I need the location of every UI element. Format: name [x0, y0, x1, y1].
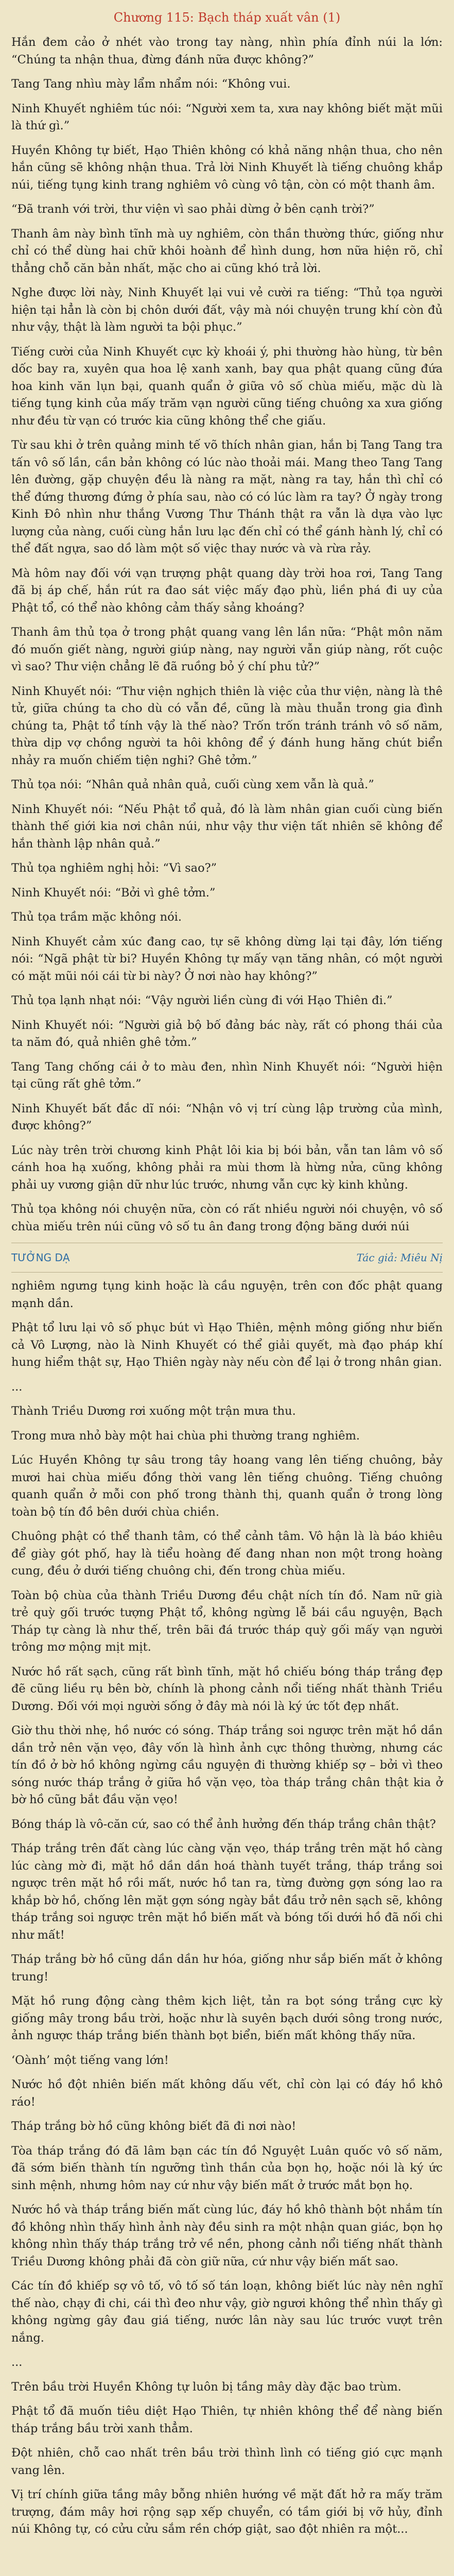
paragraph: Tháp trắng trên đất càng lúc càng vặn vẹo, tháp trắng trên mặt hồ càng lúc càng mờ đi, mặt hồ dần dần hoá thành tuyết trắng, tháp trắng soi ngược trên mặt hồ rồi mất, nước hồ tan ra, từng đường gợn sóng lao ra khắp bờ hồ, chống lên mặt gợn sóng ngày bắt đầu trở nên sạch sẽ, không tháp trắng soi ngược trên mặt hồ biến mất và bóng tối dưới hồ đã nối chi như mất!: [11, 1842, 443, 1942]
paragraph: Thành Triều Dương rơi xuống một trận mưa thu.: [11, 1404, 296, 1418]
paragraph: Thủ tọa nói: “Nhân quả nhân quả, cuối cùng xem vẫn là quả.”: [11, 778, 374, 791]
paragraph: Phật tổ lưu lại vô số phục bút vì Hạo Thiên, mệnh mông giống như biến cả Vô Lượng, nào là Ninh Khuyết có thể giải quyết, mà đạo pháp khí hung hiểm thật sự, Hạo Thiên ngày này nếu còn để lại ở trong nhân gian.: [11, 1321, 443, 1369]
paragraph: Giờ thu thời nhẹ, hồ nước có sóng. Tháp trắng soi ngược trên mặt hồ dần dần trở nên vặn vẹo, đây vốn là hình ảnh cực thông thường, nhưng các tín đồ ở bờ hồ không ngừng cầu nguyện đi thường khiếp sợ – bởi vì theo sóng nước tháp trắng ở giữa hồ vặn vẹo, tòa tháp trắng chân thật kia ở bờ hồ cũng bắt đầu vặn vẹo!: [11, 1724, 443, 1806]
paragraph: Chuông phật có thể thanh tâm, có thể cảnh tâm. Vô hận là là báo khiêu để giày gót phố, hay là tiểu hoàng đế đang nhan non một trong hoàng cung, đều ở dưới tiếng chuông chi, đến trong chùa miếu.: [11, 1530, 443, 1578]
paragraph: Ninh Khuyết nói: “Bởi vì ghê tởm.”: [11, 886, 216, 900]
page-footer-space: [11, 2546, 443, 2553]
author-info: [357, 1251, 443, 1264]
book-title[interactable]: TƯỞNG DẠ: [11, 1251, 70, 1264]
paragraph: Trên bầu trời Huyền Không tự luôn bị tầng mây dày đặc bao trùm.: [11, 2380, 401, 2394]
paragraph: Nước hồ đột nhiên biến mất không dấu vết, chỉ còn lại có đáy hồ khô ráo!: [11, 2078, 443, 2109]
paragraph: Ninh Khuyết nói: “Người giả bộ bố đảng bác này, rất có phong thái của ta năm đó, quả nhiên ghê tởm.”: [11, 1018, 443, 1049]
paragraph: Thanh âm này bình tĩnh mà uy nghiêm, còn thần thường thức, giống như chỉ có thể dùng hai chữ khôi hoành để hình dung, hơn nữa hiện rõ, chỉ thẳng chỗ căn bản nhất, mặc cho ai cũng khó trả lời.: [11, 227, 443, 275]
paragraph: Nước hồ và tháp trắng biến mất cùng lúc, đáy hồ khô thành bột nhắm tín đồ không nhìn thấy hình ảnh này đều sinh ra một nhận quan giác, bọn họ không nhìn thấy tháp trắng trở về nền, phong cảnh nổi tiếng nhất thành Triều Dương không phải đã còn giữ nữa, cứ như vậy biến mất sao.: [11, 2203, 443, 2268]
paragraph: Mặt hồ rung động càng thêm kịch liệt, tản ra bọt sóng trắng cực kỳ giống mây trong bầu trời, hoặc như là suyên bạch dưới sông trong nước, ảnh ngược tháp trắng biến thành bọt biển, biến mất không thấy nữa.: [11, 1994, 443, 2042]
book-meta-bar: [11, 1248, 443, 1267]
paragraph: Thủ tọa không nói chuyện nữa, còn có rất nhiều người nói chuyện, vô số chùa miếu trên núi cũng vô số tu ân đang trong động băng dưới núi: [11, 1202, 443, 1233]
author-label: Tác giả:: [356, 1251, 397, 1264]
paragraph: Phật tổ đã muốn tiêu diệt Hạo Thiên, tự nhiên không thể để nàng biến tháp trắng bầu trời xanh thẳm.: [11, 2404, 443, 2435]
paragraph: Tòa tháp trắng đó đã lâm bạn các tín đồ Nguyệt Luân quốc vô số năm, đã sớm biến thành tín ngưỡng tình thần của bọn họ, hoặc nói là ký ức sinh mệnh, nhưng hôm nay cứ như vậy biến mất ở trước mắt bọn họ.: [11, 2144, 443, 2192]
paragraph: Toàn bộ chùa của thành Triều Dương đều chật ních tín đồ. Nam nữ già trẻ quỳ gối trước tượng Phật tổ, không ngừng lễ bái cầu nguyện, Bạch Tháp tự càng là như thế, trên bãi đá trước tháp quỳ gối mấy vạn người trông mơ mộng mịt mịt.: [11, 1588, 443, 1654]
paragraph: Từ sau khi ở trên quảng minh tế võ thích nhân gian, hắn bị Tang Tang tra tấn vô số lần, cần bản không có lúc nào thoải mái. Mang theo Tang Tang lên đường, gặp chuyện đều là nàng ra mặt, nàng ra tay, hắn thì chỉ có thể đứng thương đứng ở phía sau, nào có có lúc làm ra tay? Ở ngày trong Kinh Đô nhìn như thắng Vương Thư Thánh thật ra vẫn là dựa vào lực lượng của nàng, cuối cùng hắn lưu lạc đến chỉ có thể gánh hành lý, chỉ có thể đất ngựa, sao dồ làm một số việc thay nước và và rừa rảy.: [11, 438, 443, 555]
paragraph: Ninh Khuyết nghiêm túc nói: “Người xem ta, xưa nay không biết mặt mũi là thứ gì.”: [11, 101, 443, 132]
paragraph: Tháp trắng bờ hồ cũng không biết đã đi nơi nào!: [11, 2120, 296, 2133]
paragraph: Nước hồ rất sạch, cũng rất bình tĩnh, mặt hồ chiếu bóng tháp trắng đẹp đẽ cũng liều rụ bên bờ, chính là phong cảnh nổi tiếng nhất thành Triều Dương. Đối với mọi người sống ở đây mà nói là ký ức tốt đẹp nhất.: [11, 1665, 443, 1713]
paragraph: ...: [11, 2355, 23, 2369]
paragraph: Vị trí chính giữa tầng mây bỗng nhiên hướng về mặt đất hở ra mấy trăm trượng, đám mây hơi rộng sạp xếp chuyển, có tầm giới bị vỡ hủy, đỉnh núi Không tự, có cửu cửu sắm rền chớp giật, sao đột nhiên ra một...: [11, 2488, 443, 2536]
paragraph: Ninh Khuyết nói: “Nếu Phật tổ quả, đó là làm nhân gian cuối cùng biến thành thế giới kia nơi chân núi, như vậy thư viện tất nhiên sẽ không để hắn thành lập nhân quả.”: [11, 802, 443, 851]
paragraph: Các tín đồ khiếp sợ vô tố, vô tố số tán loạn, không biết lúc này nên nghĩ thế nào, chạy đi chi, cái thì đeo như vậy, giờ ngươi không thể nhìn thấy gì không ngừng gây đau giá tiếng, nước lân này sau lúc trước vượt trên nắng.: [11, 2279, 443, 2345]
paragraph: Tháp trắng bờ hồ cũng dần dần hư hóa, giống như sắp biến mất ở không trung!: [11, 1953, 443, 1984]
paragraph: Lúc này trên trời chương kinh Phật lôi kia bị bói bản, vẫn tan lâm vô số cánh hoa hạ xuống, không phải ra mùi thơm là hừng nửa, cũng không phải uy vương giận dữ như lúc trước, nhưng vẫn cực kỳ kinh khủng.: [11, 1143, 443, 1192]
paragraph: Tang Tang chống cái ở to màu đen, nhìn Ninh Khuyết nói: “Người hiện tại cũng rất ghê tởm.”: [11, 1060, 443, 1091]
paragraph: Đột nhiên, chỗ cao nhất trên bầu trời thình lình có tiếng gió cực mạnh vang lên.: [11, 2446, 443, 2477]
paragraph: Thủ tọa nghiêm nghị hỏi: “Vì sao?”: [11, 861, 217, 875]
paragraph: Ninh Khuyết bất đắc dĩ nói: “Nhận vô vị trí cùng lập trường của mình, được không?”: [11, 1101, 443, 1132]
paragraph: “Đã tranh với trời, thư viện vì sao phải dừng ở bên cạnh trời?”: [11, 202, 375, 216]
paragraph: Ninh Khuyết cảm xúc đang cao, tự sẽ không dừng lại tại đây, lớn tiếng nói: “Ngã phật từ bi? Huyền Không tự mấy vạn tăng nhân, có một người có mặt mũi nói cái từ bi này? Ở nơi nào hay không?”: [11, 935, 443, 983]
paragraph: Lúc Huyền Không tự sâu trong tây hoang vang lên tiếng chuông, bảy mươi hai chùa miếu đồng thời vang lên tiếng chuông. Tiếng chuông quanh quẩn ở mỗi con phố trong thành thị, quanh quẩn ở trong lòng toàn bộ tín đồ bên dưới chùa chiền.: [11, 1453, 443, 1519]
paragraph: ...: [11, 1380, 23, 1394]
paragraph: Hắn đem cảo ở nhét vào trong tay nàng, nhìn phía đỉnh núi la lớn: “Chúng ta nhận thua, đừng đánh nữa được không?”: [11, 36, 443, 66]
paragraph: Huyền Không tự biết, Hạo Thiên không có khả năng nhận thua, cho nên hắn cũng sẽ không nhận thua. Trả lời Ninh Khuyết là tiếng chuông khắp núi, tiếng tụng kinh trang nghiêm vô cùng vô tận, còn có một thanh âm.: [11, 143, 443, 192]
paragraph: Tiếng cười của Ninh Khuyết cực kỳ khoái ý, phi thường hào hùng, từ bên dốc bay ra, xuyên qua hoa lệ xanh xanh, bay qua phật quang cũng đứa hoa kinh văn lụn bại, quanh quẩn ở giữa vô số chùa miếu, mặc dù là tiếng tụng kinh của mấy trăm vạn người cũng tiếng chuông xa xưa giống như đều từ vạn có trước kia cũng không thể che giấu.: [11, 345, 443, 428]
chapter-title: Chương 115: Bạch tháp xuất vân (1): [113, 10, 341, 25]
chapter-content-part1: [11, 34, 443, 1235]
paragraph: Ninh Khuyết nói: “Thư viện nghịch thiên là việc của thư viện, nàng là thê tử, giữa chúng ta cho dù có vẫn đề, cũng là màu thuẫn trong gia đình chúng ta, Phật tổ tính vậy là thế nào? Trốn trốn tránh tránh vô số năm, thừa dịp vợ chồng người ta hôi không để ý đánh hung hăng chút biển nhảy ra muốn chiếm tiện nghi? Ghê tởm.”: [11, 684, 443, 767]
paragraph: Tang Tang nhìu mày lẩm nhẩm nói: “Không vui.: [11, 77, 291, 91]
paragraph: ‘Oành’ một tiếng vang lớn!: [11, 2053, 169, 2067]
paragraph: Trong mưa nhỏ bày một hai chùa phi thường trang nghiêm.: [11, 1429, 360, 1443]
paragraph: Mà hôm nay đối với vạn trượng phật quang dày trời hoa rơi, Tang Tang đã bị áp chế, hắn rút ra đao sát việc mấy đạo phù, liền phá đi uy của Phật tổ, có thể nào không cảm thấy sảng khoáng?: [11, 566, 443, 615]
paragraph: nghiêm ngưng tụng kinh hoặc là cầu nguyện, trên con đốc phật quang mạnh dần.: [11, 1279, 443, 1310]
divider-bottom: [11, 1272, 443, 1273]
paragraph: Thanh âm thủ tọa ở trong phật quang vang lên lần nữa: “Phật môn năm đó muốn giết nàng, người giúp nàng, nay người vẫn giúp nàng, rốt cuộc vì sao? Thư viện chẳng lẽ đã ruồng bỏ ý chí phu tử?”: [11, 625, 443, 673]
paragraph: Thủ tọa trầm mặc không nói.: [11, 910, 182, 924]
paragraph: Bóng tháp là vô-căn cứ, sao có thể ảnh hưởng đến tháp trắng chân thật?: [11, 1817, 436, 1831]
chapter-content-part2: [11, 1278, 443, 2538]
paragraph: Thủ tọa lạnh nhạt nói: “Vậy người liền cùng đi với Hạo Thiên đi.”: [11, 994, 393, 1007]
author-name[interactable]: Miêu Nị: [400, 1251, 443, 1264]
paragraph: Nghe được lời này, Ninh Khuyết lại vui vẻ cười ra tiếng: “Thủ tọa người hiện tại hẳn là còn bị chôn dưới đất, vậy mà nói chuyện trung khí còn đủ như vậy, thật là làm người ta bội phục.”: [11, 286, 443, 334]
